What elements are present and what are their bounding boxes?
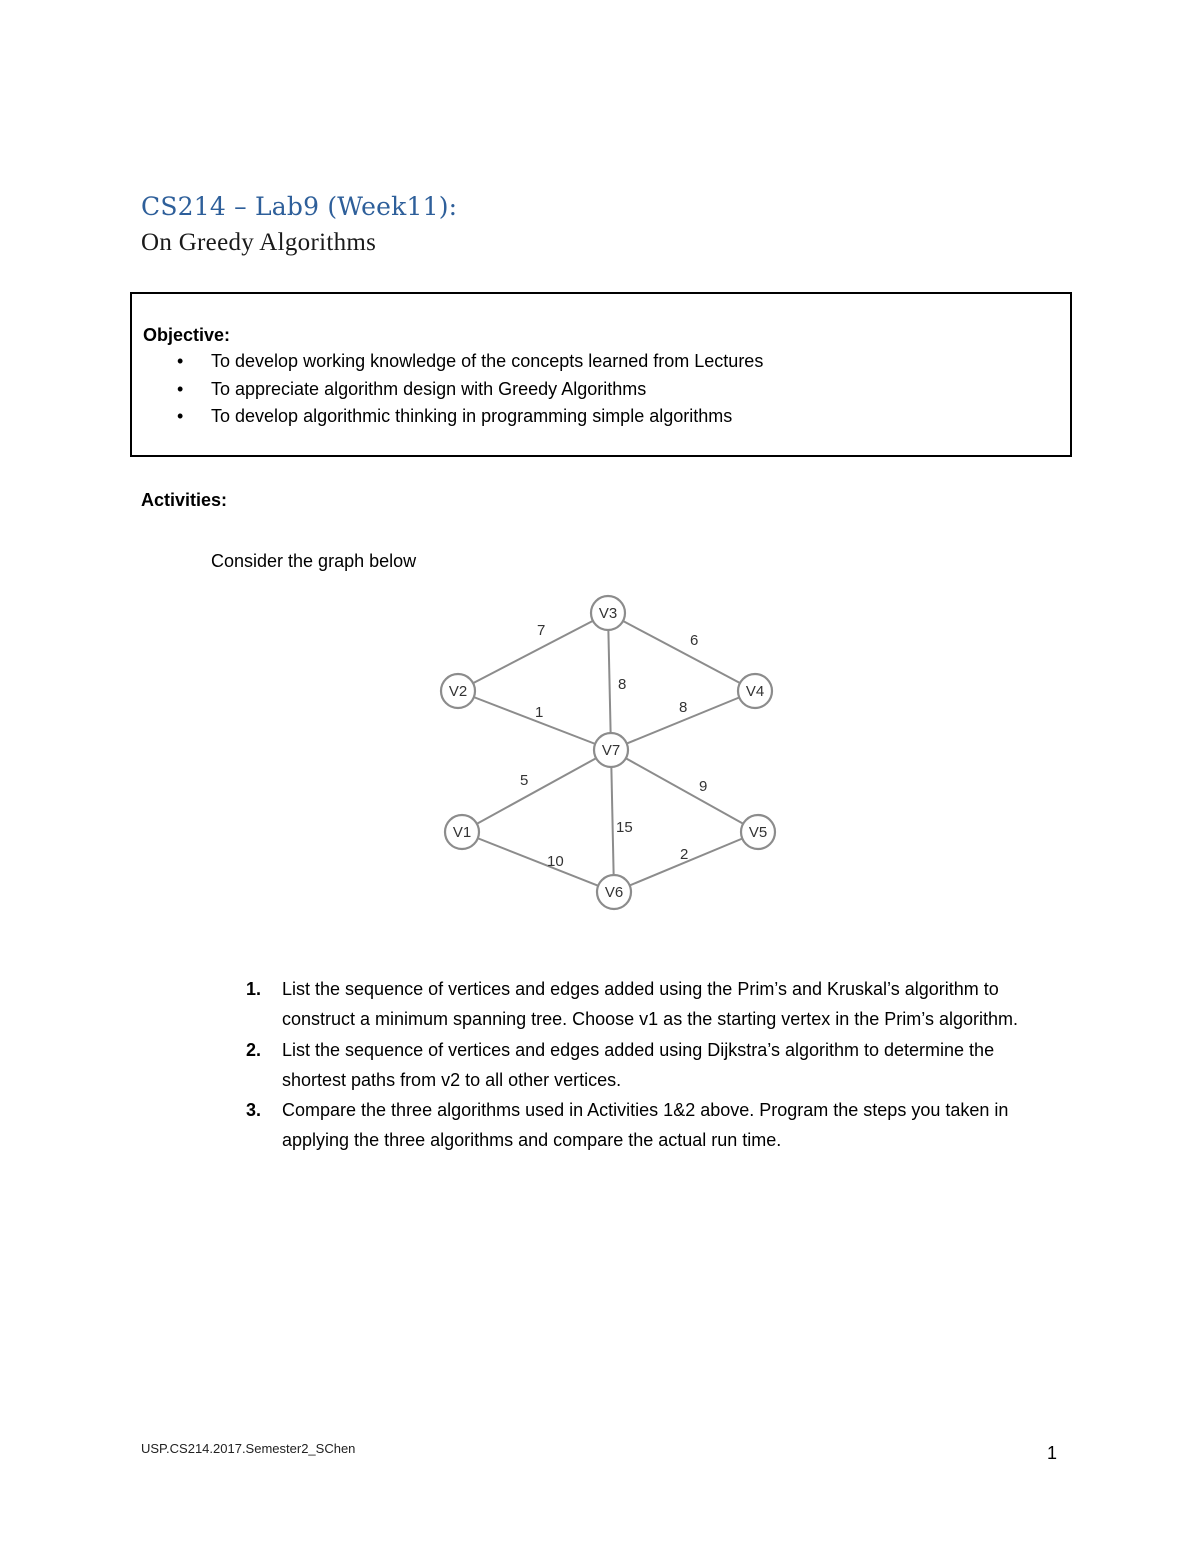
activities-intro: Consider the graph below xyxy=(211,551,417,571)
graph-edge xyxy=(608,613,611,750)
task-text: List the sequence of vertices and edges added using Dijkstra’s algorithm to determine the shortest paths from v2 to all other vertices. xyxy=(282,1039,995,1090)
node-label: V2 xyxy=(448,683,468,700)
footer-course-code: USP.CS214.2017.Semester2_SChen xyxy=(141,1441,356,1456)
edge-weight: 9 xyxy=(699,778,708,795)
bullet-icon: • xyxy=(177,351,184,371)
edge-weight: 7 xyxy=(537,622,546,639)
edge-weight: 2 xyxy=(680,846,689,863)
edge-weight: 8 xyxy=(679,699,688,716)
graph-node xyxy=(597,875,631,909)
task-text: Compare the three algorithms used in Activities 1&2 above. Program the steps you taken in applying the three algorithms and compare the actual run time. xyxy=(282,1100,1009,1151)
page-subtitle: On Greedy Algorithms xyxy=(141,229,377,256)
objective-label: Objective: xyxy=(143,325,231,345)
graph-node xyxy=(441,674,475,708)
activity-task-list xyxy=(246,974,1036,1156)
edge-weight: 5 xyxy=(520,772,529,789)
node-label: V7 xyxy=(601,742,621,759)
node-label: V3 xyxy=(598,605,618,622)
task-text: List the sequence of vertices and edges added using the Prim’s and Kruskal’s algorithm to construct a minimum spanning tree. Choose v1 as the starting vertex in the Prim’s algorithm. xyxy=(282,979,1018,1030)
graph-node xyxy=(594,733,628,767)
node-label: V4 xyxy=(745,683,765,700)
graph-edge xyxy=(462,750,611,832)
graph-edge xyxy=(458,613,608,691)
edge-weight: 8 xyxy=(618,676,627,693)
task-number: 1. xyxy=(246,979,262,999)
node-label: V6 xyxy=(604,884,624,901)
edge-weight: 15 xyxy=(616,819,633,836)
graph-edge xyxy=(611,750,758,832)
activities-label: Activities: xyxy=(141,490,228,510)
page-number: 1 xyxy=(1047,1443,1058,1463)
graph-node xyxy=(738,674,772,708)
weighted-graph-diagram xyxy=(400,585,800,915)
graph-edge xyxy=(462,832,614,892)
edge-weight: 1 xyxy=(535,704,544,721)
bullet-icon: • xyxy=(177,378,184,399)
objective-item-text: To develop algorithmic thinking in programming simple algorithms xyxy=(211,406,733,426)
objective-box xyxy=(130,292,1072,457)
graph-edge xyxy=(611,750,614,892)
objective-item-text: To appreciate algorithm design with Greedy Algorithms xyxy=(211,378,647,399)
node-label: V5 xyxy=(748,824,768,841)
page-title: CS214 – Lab9 (Week11): xyxy=(141,192,458,221)
bullet-icon: • xyxy=(177,406,184,426)
task-item xyxy=(246,974,1036,1035)
node-label: V1 xyxy=(452,824,472,841)
graph-node xyxy=(445,815,479,849)
graph-node xyxy=(741,815,775,849)
graph-edge xyxy=(608,613,755,691)
task-item xyxy=(246,1035,1036,1096)
task-number: 2. xyxy=(246,1039,262,1060)
task-number: 3. xyxy=(246,1100,262,1121)
task-item xyxy=(246,1095,1036,1156)
edge-weight: 6 xyxy=(690,632,699,649)
edge-weight: 10 xyxy=(547,853,564,870)
objective-item-text: To develop working knowledge of the concepts learned from Lectures xyxy=(211,351,764,371)
graph-node xyxy=(591,596,625,630)
